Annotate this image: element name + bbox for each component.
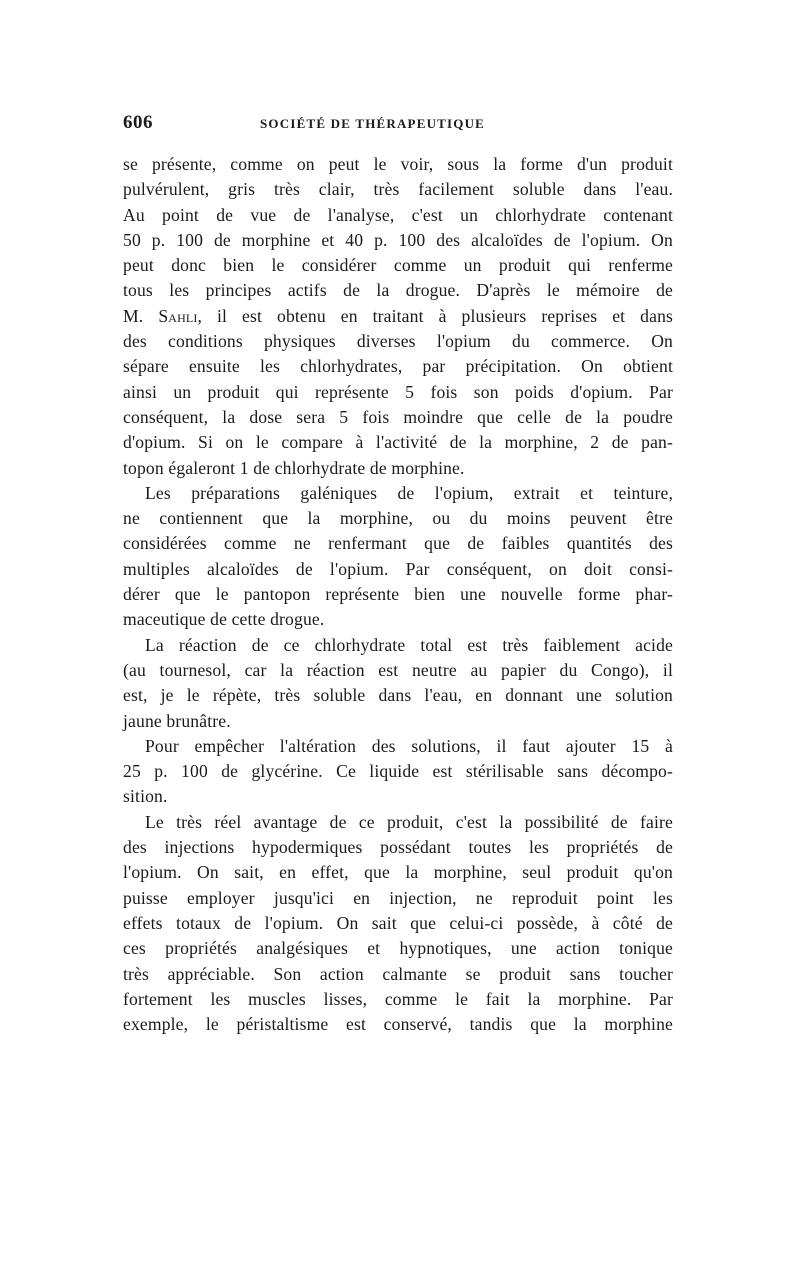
text-line: des injections hypodermiques possédant toutes les propriétés de bbox=[123, 837, 673, 858]
text-line: très appréciable. Son action calmante se produit sans toucher bbox=[123, 963, 673, 984]
text-line: Les préparations galéniques de l'opium, extrait et teinture, bbox=[145, 482, 673, 503]
text-line: se présente, comme on peut le voir, sous la forme d'un produit bbox=[123, 154, 673, 174]
text-line: Au point de vue de l'analyse, c'est un chlorhydrate contenant bbox=[123, 204, 673, 225]
text-line: est, je le répète, très soluble dans l'eau, en donnant une solution bbox=[123, 685, 673, 706]
text-line: sépare ensuite les chlorhydrates, par précipitation. On obtient bbox=[123, 356, 673, 377]
text-line: d'opium. Si on le compare à l'activité de la morphine, 2 de pan- bbox=[123, 432, 673, 453]
text-line: ainsi un produit qui représente 5 fois son poids d'opium. Par bbox=[123, 381, 673, 402]
text-line: topon égaleront 1 de chlorhydrate de morphine. bbox=[123, 457, 465, 478]
text-line: M. Sahli, il est obtenu en traitant à plusieurs reprises et dans bbox=[123, 305, 674, 326]
text-line: pulvérulent, gris très clair, très facilement soluble dans l'eau. bbox=[123, 179, 673, 200]
text-line: maceutique de cette drogue. bbox=[123, 609, 325, 630]
text-line: dérer que le pantopon représente bien une nouvelle forme phar- bbox=[123, 584, 673, 605]
text-line: Pour empêcher l'altération des solutions, il faut ajouter 15 à bbox=[145, 735, 673, 756]
text-line: La réaction de ce chlorhydrate total est très faiblement acide bbox=[145, 634, 673, 655]
text-line: tous les principes actifs de la drogue. D'après le mémoire de bbox=[123, 280, 673, 301]
text-line: fortement les muscles lisses, comme le fait la morphine. Par bbox=[123, 988, 673, 1009]
running-head: SOCIÉTÉ DE THÉRAPEUTIQUE bbox=[260, 116, 486, 131]
text-line: considérées comme ne renfermant que de faibles quantités des bbox=[123, 533, 673, 554]
text-line: (au tournesol, car la réaction est neutre au papier du Congo), il bbox=[123, 659, 673, 680]
text-line: l'opium. On sait, en effet, que la morphine, seul produit qu'on bbox=[123, 862, 673, 883]
text-line: 25 p. 100 de glycérine. Ce liquide est stérilisable sans décompo- bbox=[123, 761, 673, 782]
text-line: conséquent, la dose sera 5 fois moindre que celle de la poudre bbox=[123, 406, 673, 427]
text-line: puisse employer jusqu'ici en injection, ne reproduit point les bbox=[123, 887, 673, 908]
text-line: ces propriétés analgésiques et hypnotiques, une action tonique bbox=[123, 938, 673, 959]
page-number: 606 bbox=[123, 112, 153, 133]
page-header bbox=[123, 112, 683, 138]
text-line: Le très réel avantage de ce produit, c'est la possibilité de faire bbox=[145, 811, 673, 832]
text-line: ne contiennent que la morphine, ou du moins peuvent être bbox=[123, 508, 673, 529]
text-line: effets totaux de l'opium. On sait que celui-ci possède, à côté de bbox=[123, 912, 673, 933]
text-line: multiples alcaloïdes de l'opium. Par conséquent, on doit consi- bbox=[123, 558, 673, 579]
text-line: exemple, le péristaltisme est conservé, tandis que la morphine bbox=[123, 1014, 673, 1035]
body-text bbox=[123, 152, 673, 1037]
text-line: sition. bbox=[123, 786, 168, 807]
text-line: jaune brunâtre. bbox=[123, 710, 231, 731]
text-line: des conditions physiques diverses l'opium du commerce. On bbox=[123, 331, 673, 352]
text-line: peut donc bien le considérer comme un produit qui renferme bbox=[123, 255, 673, 276]
text-line: 50 p. 100 de morphine et 40 p. 100 des alcaloïdes de l'opium. On bbox=[123, 229, 673, 250]
